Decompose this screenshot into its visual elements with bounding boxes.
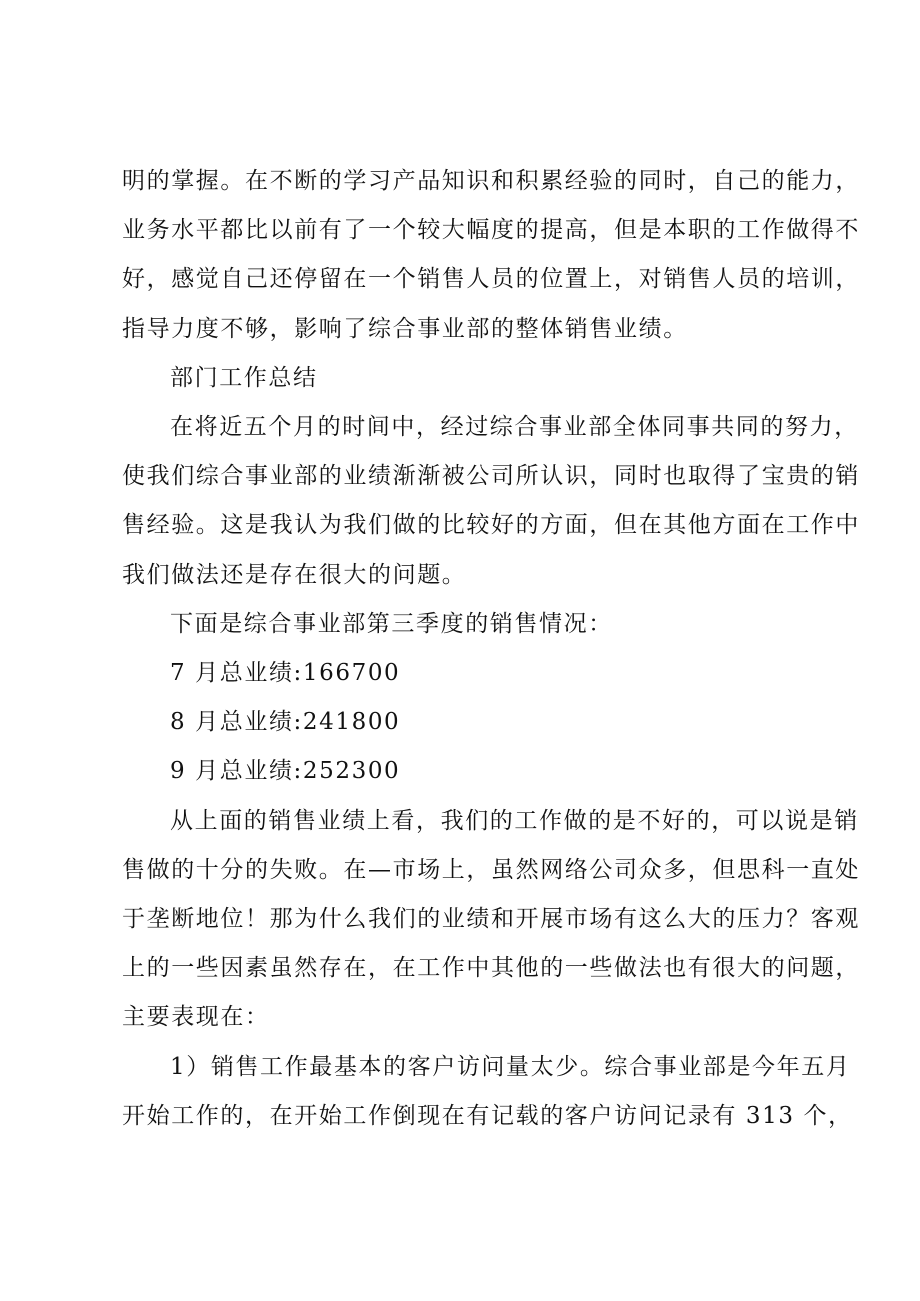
text-line: 明的掌握。在不断的学习产品知识和积累经验的同时，自己的能力， bbox=[122, 168, 860, 194]
text-line: 主要表现在： bbox=[122, 1004, 270, 1031]
paragraph-continuation bbox=[122, 157, 860, 354]
text-line: 售做的十分的失败。在—市场上，虽然网络公司众多，但思科一直处 bbox=[122, 856, 860, 883]
text-line: 指导力度不够，影响了综合事业部的整体销售业绩。 bbox=[122, 315, 688, 342]
text-line: 1）销售工作最基本的客户访问量太少。综合事业部是今年五月 bbox=[170, 1053, 851, 1080]
text-line: 业务水平都比以前有了一个较大幅度的提高，但是本职的工作做得不 bbox=[122, 217, 860, 244]
text-line: 使我们综合事业部的业绩渐渐被公司所认识，同时也取得了宝贵的销 bbox=[122, 463, 860, 490]
sales-july: 7 月总业绩:166700 bbox=[170, 660, 401, 687]
text-line: 售经验。这是我认为我们做的比较好的方面，但在其他方面在工作中 bbox=[122, 512, 860, 539]
paragraph-point-1 bbox=[122, 1043, 853, 1141]
text-line: 我们做法还是存在很大的问题。 bbox=[122, 561, 467, 588]
text-line: 上的一些因素虽然存在，在工作中其他的一些做法也有很大的问题， bbox=[122, 955, 860, 982]
paragraph-summary bbox=[122, 403, 860, 600]
text-line: 好，感觉自己还停留在一个销售人员的位置上，对销售人员的培训， bbox=[122, 266, 860, 293]
sales-august: 8 月总业绩:241800 bbox=[170, 709, 401, 736]
text-line: 在将近五个月的时间中，经过综合事业部全体同事共同的努力， bbox=[170, 414, 859, 441]
document-body bbox=[122, 157, 860, 1141]
text-line: 从上面的销售业绩上看，我们的工作做的是不好的，可以说是销 bbox=[170, 807, 859, 834]
paragraph-analysis bbox=[122, 797, 860, 1043]
text-line: 开始工作的，在开始工作倒现在有记载的客户访问记录有 313 个， bbox=[122, 1102, 853, 1129]
sales-september: 9 月总业绩:252300 bbox=[170, 758, 401, 785]
text-line: 于垄断地位！那为什么我们的业绩和开展市场有这么大的压力？客观 bbox=[122, 906, 860, 933]
section-heading: 部门工作总结 bbox=[170, 364, 318, 391]
sales-intro: 下面是综合事业部第三季度的销售情况： bbox=[170, 610, 613, 637]
